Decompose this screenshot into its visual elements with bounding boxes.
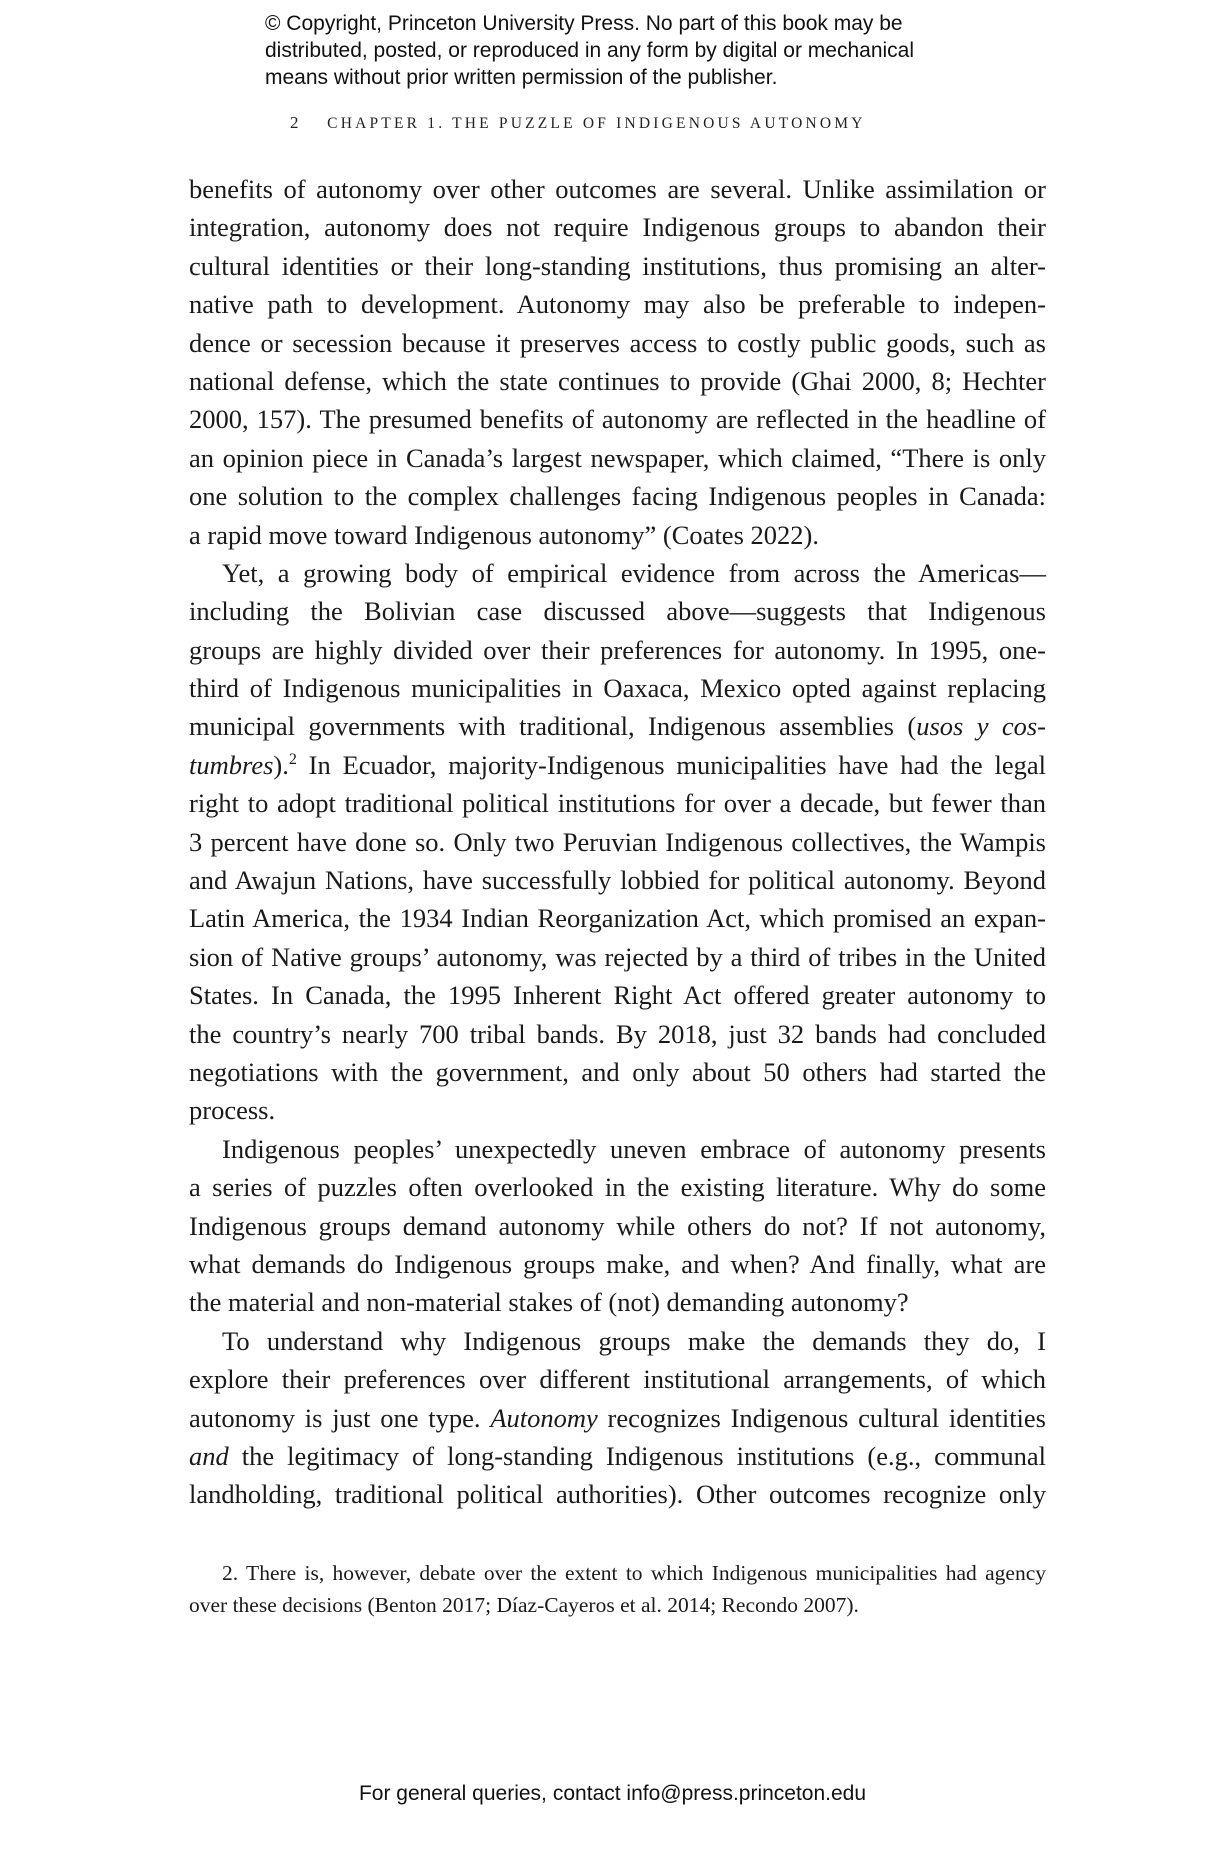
text-line: right to adopt traditional political institutions for over a decade, but fewer than xyxy=(189,788,1046,819)
text-segment: In Ecuador, majority-Indigenous municipalities have had the legal xyxy=(296,749,1046,780)
running-head xyxy=(290,113,866,133)
text-line: and Awajun Nations, have successfully lobbied for political autonomy. Beyond xyxy=(189,865,1046,896)
page-number: 2 xyxy=(290,113,302,132)
text-segment: ). xyxy=(273,749,289,780)
text-line: a series of puzzles often overlooked in the existing literature. Why do some xyxy=(189,1172,1046,1203)
text-line: States. In Canada, the 1995 Inherent Right Act offered greater autonomy to xyxy=(189,980,1046,1011)
chapter-title: CHAPTER 1. THE PUZZLE OF INDIGENOUS AUTONOMY xyxy=(327,115,866,132)
text-segment: autonomy is just one type. xyxy=(189,1402,491,1433)
text-line: explore their preferences over different institutional arrangements, of which xyxy=(189,1364,1046,1395)
text-line: Latin America, the 1934 Indian Reorganization Act, which promised an expan- xyxy=(189,903,1046,934)
footnote-line: over these decisions (Benton 2017; Díaz-Cayeros et al. 2014; Recondo 2007). xyxy=(189,1593,859,1617)
text-line xyxy=(189,707,1046,745)
text-line: national defense, which the state continues to provide (Ghai 2000, 8; Hechter xyxy=(189,365,1046,396)
contact-line xyxy=(0,1782,1225,1806)
text-line: third of Indigenous municipalities in Oaxaca, Mexico opted against replacing xyxy=(189,673,1046,704)
text-line xyxy=(189,1437,1046,1475)
text-line: landholding, traditional political authorities). Other outcomes recognize only xyxy=(189,1479,1046,1510)
text-segment: municipal governments with traditional, Indigenous assemblies ( xyxy=(189,711,917,742)
paragraph xyxy=(189,554,1046,1130)
copyright-line: © Copyright, Princeton University Press. No part of this book may be xyxy=(265,12,903,35)
text-line: the material and non-material stakes of (not) demanding autonomy? xyxy=(189,1287,909,1318)
text-line: what demands do Indigenous groups make, and when? And finally, what are xyxy=(189,1248,1046,1279)
text-line: a rapid move toward Indigenous autonomy” (Coates 2022). xyxy=(189,519,819,550)
text-line: the country’s nearly 700 tribal bands. By 2018, just 32 bands had concluded xyxy=(189,1018,1046,1049)
text-line: negotiations with the government, and only about 50 others had started the xyxy=(189,1056,1046,1087)
footnote xyxy=(189,1557,1046,1621)
footnote-reference[interactable]: 2 xyxy=(288,751,297,769)
text-line xyxy=(189,746,1046,784)
footnote-line: 2. There is, however, debate over the extent to which Indigenous municipalities had agency xyxy=(222,1561,1046,1585)
text-line: an opinion piece in Canada’s largest newspaper, which claimed, “There is only xyxy=(189,442,1046,473)
text-line: Indigenous peoples’ unexpectedly uneven embrace of autonomy presents xyxy=(222,1133,1046,1164)
text-line: Indigenous groups demand autonomy while others do not? If not autonomy, xyxy=(189,1210,1046,1241)
text-line: 2000, 157). The presumed benefits of autonomy are reflected in the headline of xyxy=(189,404,1046,435)
paragraph xyxy=(189,170,1046,554)
text-line: integration, autonomy does not require Indigenous groups to abandon their xyxy=(189,212,1046,243)
text-line: process. xyxy=(189,1095,276,1126)
paragraph xyxy=(189,1322,1046,1514)
text-line: native path to development. Autonomy may also be preferable to indepen- xyxy=(189,289,1046,320)
contact-prefix: For general queries, xyxy=(358,1782,547,1805)
text-line: sion of Native groups’ autonomy, was rejected by a third of tribes in the United xyxy=(189,941,1046,972)
text-line: To understand why Indigenous groups make the demands they do, I xyxy=(222,1325,1046,1356)
contact-email[interactable]: contact info@press.princeton.edu xyxy=(552,1782,867,1805)
body-text xyxy=(189,170,1046,1514)
text-line: 3 percent have done so. Only two Peruvian Indigenous collectives, the Wampis xyxy=(189,826,1046,857)
text-line: Yet, a growing body of empirical evidence from across the Americas— xyxy=(222,557,1046,588)
text-line: including the Bolivian case discussed above—suggests that Indigenous xyxy=(189,596,1046,627)
copyright-notice xyxy=(265,10,985,91)
italic-phrase: Autonomy xyxy=(490,1402,598,1433)
text-line: dence or secession because it preserves access to costly public goods, such as xyxy=(189,327,1046,358)
paragraph xyxy=(189,1130,1046,1322)
italic-phrase: tumbres xyxy=(189,749,274,780)
text-line xyxy=(189,1399,1046,1437)
text-segment: recognizes Indigenous cultural identities xyxy=(597,1402,1046,1433)
text-line: cultural identities or their long-standing institutions, thus promising an alter- xyxy=(189,250,1046,281)
text-line: benefits of autonomy over other outcomes are several. Unlike assimilation or xyxy=(189,174,1046,204)
copyright-line: means without prior written permission of the publisher. xyxy=(265,66,778,89)
text-segment: the legitimacy of long-standing Indigenous institutions (e.g., communal xyxy=(228,1440,1046,1471)
text-line: groups are highly divided over their preferences for autonomy. In 1995, one- xyxy=(189,634,1046,665)
copyright-line: distributed, posted, or reproduced in any form by digital or mechanical xyxy=(265,39,915,62)
italic-phrase: usos y cos- xyxy=(916,711,1046,742)
text-line: one solution to the complex challenges facing Indigenous peoples in Canada: xyxy=(189,481,1046,512)
italic-phrase: and xyxy=(189,1440,229,1471)
